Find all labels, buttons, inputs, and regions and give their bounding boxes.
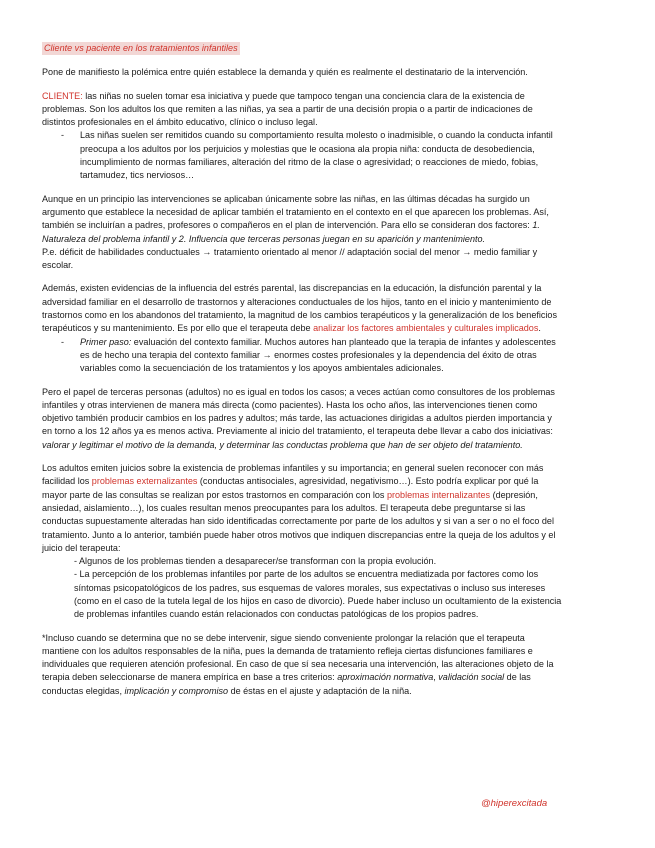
bullet-list-2 [42, 336, 562, 376]
adultos-text-b: (conductas antisociales, agresividad, negativismo…). Esto podría explicar por qué la mayor parte de las consultas se realizan por estos trastornos en comparación con los [42, 476, 539, 500]
dash-item-1: - Algunos de los problemas tienden a desaparecer/se transforman con la propia evolución. [74, 556, 437, 567]
list-item: - Las niñas suelen ser remitidos cuando su comportamiento resulta molesto o inadmisible, o cuando la conducta infantil preocupa a los adultos por los perjuicios y molestias que le ocasiona ala propia niña: conducta de desobediencia, incumplimiento de normas familiares, alteración del ritmo de la clase o agresividad; o reacciones de miedo, fobias, tartamudez, tics nerviosos… [42, 129, 562, 182]
paragraph-evidencias [42, 282, 562, 335]
evidencias-end: . [538, 323, 541, 334]
adultos-text-c: (depresión, ansiedad, aislamiento…), los cuales resultan menos preocupantes para los adultos. El terapeuta debe preguntarse si las conductas supuestamente alteradas han sido identificadas correctamente por parte de los adultos y si van a ser o no el foco del tratamiento. Junto a lo anterior, también puede haber otros motivos que indiquen discrepancias entre la queja de los adultos y el juicio del terapeuta: [42, 489, 556, 553]
factores-italic: 1. Naturaleza del problema infantil y 2. Influencia que terceras personas juegan en su aparición y mantenimiento. [42, 220, 540, 244]
cliente-text: las niñas no suelen tomar esa iniciativa y puede que tampoco tengan una conciencia clara de la existencia de problemas. Son los adultos los que remiten a las niñas, ya sea a partir de una decisión propia o a partir de indicaciones de distintos profesionales en el ámbito educativo, clínico o incluso legal. [42, 90, 533, 128]
paragraph-cliente [42, 90, 562, 130]
nota-sep-2: de las conductas elegidas, [42, 672, 531, 696]
criterio-2: validación social [438, 672, 505, 683]
paragraph-adultos [42, 462, 562, 555]
primer-paso-label: Primer paso: [80, 336, 132, 347]
cliente-label: CLIENTE: [42, 90, 83, 101]
list-item [42, 336, 562, 376]
paragraph-factores [42, 193, 562, 246]
criterio-1: aproximación normativa [337, 672, 434, 683]
adultos-text-a: Los adultos emiten juicios sobre la existencia de problemas infantiles y su importancia; en general suelen reconocer con más facilidad los [42, 463, 544, 487]
externalizantes-highlight: problemas externalizantes [91, 476, 198, 487]
author-signature: @hiperexcitada [481, 798, 548, 809]
nota-sep-1: , [433, 672, 439, 683]
evidencias-highlight: analizar los factores ambientales y culturales implicados [313, 323, 539, 334]
paragraph-terceras-personas [42, 386, 562, 452]
terceras-text: Pero el papel de terceras personas (adultos) no es igual en todos los casos; a veces actúan como consultores de los problemas infantiles y otras intervienen de manera más directa (como pacientes). Hasta los ocho años, las intervenciones tienen como objetivo también producir cambios en los padres y adultos; más tarde, las actuaciones dirigidas a adultos pierden importancia y en torno a los 12 años ya es menos activa. Previamente al inicio del tratamiento, el terapeuta debe llevar a cabo dos iniciativas: [42, 386, 555, 437]
criterio-3: implicación y compromiso [124, 685, 229, 696]
paragraph-intro: Pone de manifiesto la polémica entre quién establece la demanda y quién es realmente el destinatario de la intervención. [42, 67, 528, 78]
dash-item-2: - La percepción de los problemas infantiles por parte de los adultos se encuentra mediatizada por factores como los síntomas psicopatológicos de los padres, sus esquemas de valores morales, sus expectativas o incluso sus intereses (como en el caso de la tutela legal de los hijos en caso de divorcio). Puede haber incluso un ocultamiento de la existencia de problemas infantiles cuando están relacionados con conductas patológicas de los propios padres. [74, 569, 562, 620]
evidencias-text: Además, existen evidencias de la influencia del estrés parental, las discrepancias en la educación, la disfunción parental y la adversidad familiar en el desarrollo de trastornos y alteraciones conductuales de los hijos, tanto en el inicio y mantenimiento de trastornos como en los abandonos del tratamiento, la magnitud de los cambios terapéuticos y la generalización de los beneficios terapéuticos y su mantenimiento. Es por ello que el terapeuta debe [42, 283, 557, 334]
internalizantes-highlight: problemas internalizantes [386, 489, 491, 500]
document-page [42, 42, 562, 708]
factores-text: Aunque en un principio las intervenciones se aplicaban únicamente sobre las niñas, en las últimas décadas ha surgido un argumento que establece la necesidad de aplicar también el tratamiento en el contexto en el que aparecen los problemas. Así, también se incluirían a padres, profesores o compañeros en el plan de intervención. Para ello se consideran dos factores: [42, 193, 549, 231]
nota-text: *Incluso cuando se determina que no se debe intervenir, sigue siendo conveniente prolongar la relación que el terapeuta mantiene con los adultos responsables de la niña, pues la demanda de tratamiento refleja ciertas disfunciones familiares e individuales que requieren atención profesional. En caso de que sí sea necesaria una intervención, las alteraciones objeto de la terapia deben seleccionarse de manera empírica en base a tres criterios: [42, 632, 554, 683]
document-title: Cliente vs paciente en los tratamientos infantiles [42, 42, 240, 55]
nota-end: de éstas en el ajuste y adaptación de la niña. [228, 685, 412, 696]
bullet-list-1 [42, 129, 562, 182]
terceras-italic: valorar y legitimar el motivo de la demanda, y determinar las conductas problema que han de ser objeto del tratamiento. [42, 439, 523, 450]
primer-paso-text: evaluación del contexto familiar. Muchos autores han planteado que la terapia de infantes y adolescentes es de hecho una terapia del contexto familiar → enormes costes profesionales y la dependencia del éxito de otras variables como la secuenciación de los tratamientos y los apoyos ambientales adicionales. [80, 336, 556, 374]
paragraph-ejemplo: P.e. déficit de habilidades conductuales → tratamiento orientado al menor // adaptación social del menor → medio familiar y escolar. [42, 246, 538, 271]
paragraph-nota [42, 632, 562, 698]
